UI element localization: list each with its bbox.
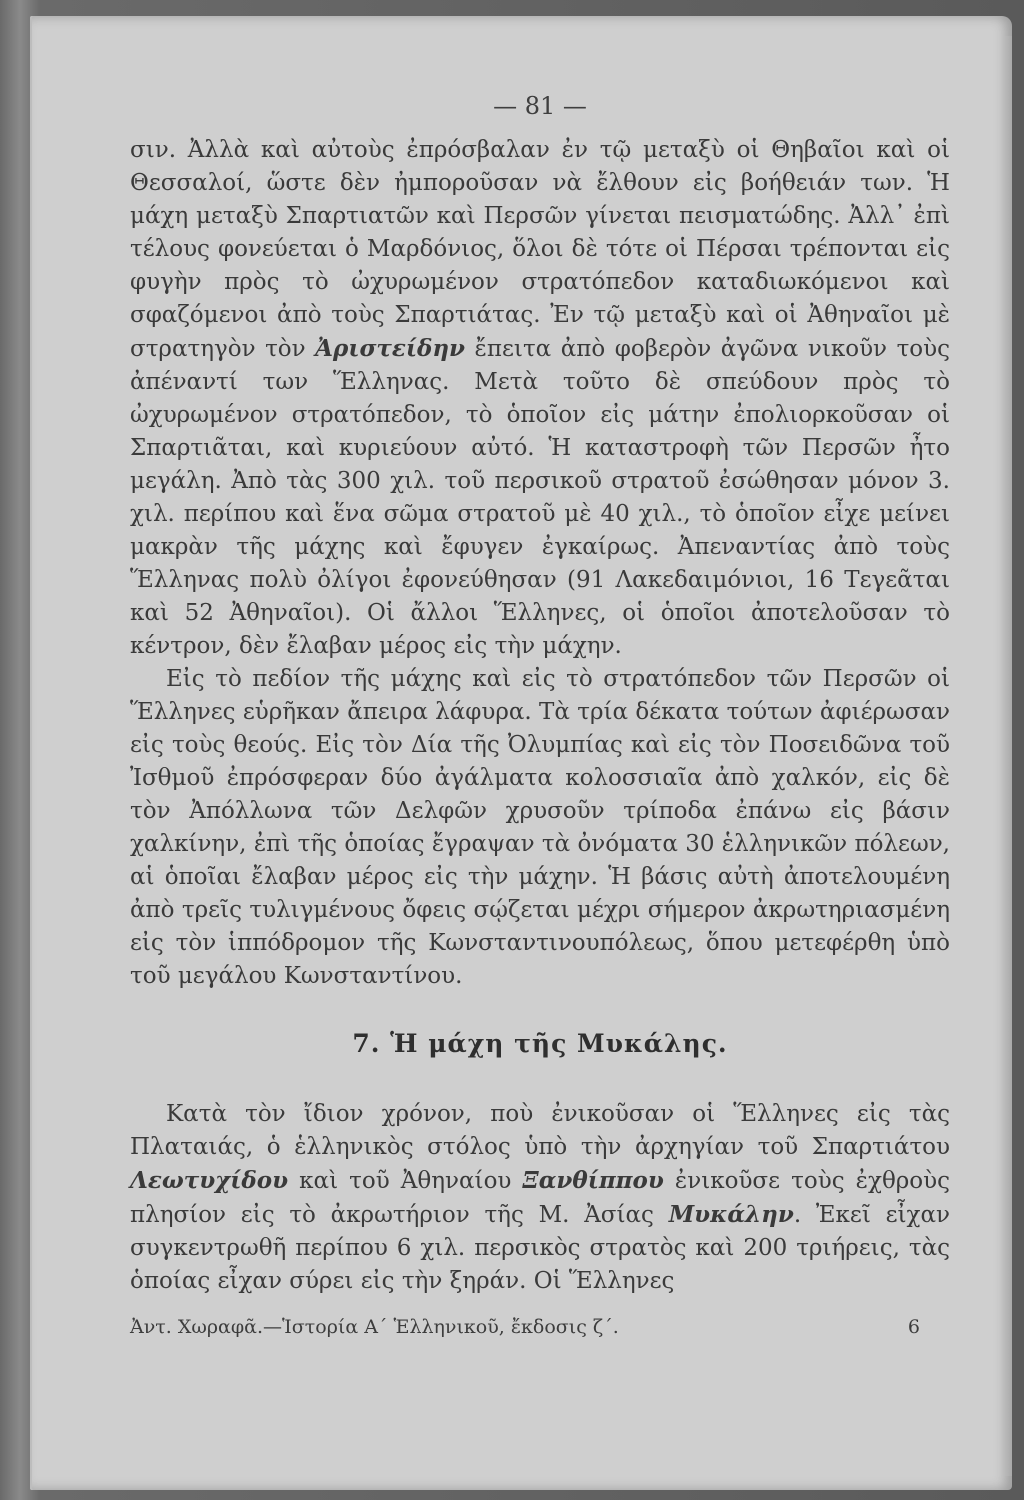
paragraph-3-text-b: καὶ τοῦ Ἀθηναίου [299,1168,512,1194]
name-leotychides: Λεωτυχίδου [130,1167,289,1194]
book-page [30,16,1012,1490]
paragraph-1-text: σιν. Ἀλλὰ καὶ αὐτοὺς ἐπρόσβαλαν ἐν τῷ μεταξὺ οἱ Θηβαῖοι καὶ οἱ Θεσσαλοί, ὥστε δὲν ἠμποροῦσαν νὰ ἔλθουν εἰς βοήθειάν των. Ἡ μάχη μεταξὺ Σπαρτιατῶν καὶ Περσῶν γίνεται πεισματώδης. Ἀλλ᾽ ἐπὶ τέλους φονεύεται ὁ Μαρδόνιος, ὅλοι δὲ τότε οἱ Πέρσαι τρέπονται εἰς φυγὴν πρὸς τὸ ὠχυρωμένον στρατόπεδον καταδιωκόμενοι καὶ σφαζόμενοι ἀπὸ τοὺς Σπαρτιάτας. Ἐν τῷ μεταξὺ καὶ οἱ Ἀθηναῖοι μὲ στρατηγὸν τὸν [130,137,950,362]
page-footer [130,1316,950,1338]
name-mykale: Μυκάλην [668,1201,794,1228]
paragraph-3-text-a: Κατὰ τὸν ἴδιον χρόνον, ποὺ ἐνικοῦσαν οἱ Ἕλληνες εἰς τὰς Πλαταιάς, ὁ ἑλληνικὸς στόλος ὑπὸ τὴν ἀρχηγίαν τοῦ Σπαρτιάτου [130,1101,950,1160]
paragraph-3-text-c: ἐνικοῦσε τοὺς ἐχθροὺς πλησίον εἰς τὸ ἀκρωτήριον τῆς Μ. Ἀσίας [130,1168,951,1228]
name-aristeides: Ἀριστείδην [315,335,466,362]
page-edge [1004,36,1012,1476]
name-xanthippos: Ξανθίππου [522,1167,664,1194]
paragraph-1-text-rest: ἔπειτα ἀπὸ φοβερὸν ἀγῶνα νικοῦν τοὺς ἀπέναντί των Ἕλληνας. Μετὰ τοῦτο δὲ σπεύδουν πρὸς τὸ ὠχυρωμένον στρατόπεδον, τὸ ὁποῖον εἰς μάτην ἐπολιορκοῦσαν οἱ Σπαρτιᾶται, καὶ κυριεύουν αὐτό. Ἡ καταστροφὴ τῶν Περσῶν ἦτο μεγάλη. Ἀπὸ τὰς 300 χιλ. τοῦ περσικοῦ στρατοῦ ἐσώθησαν μόνον 3. χιλ. περίπου καὶ ἕνα σῶμα στρατοῦ μὲ 40 χιλ., τὸ ὁποῖον εἶχε μείνει μακρὰν τῆς μάχης καὶ ἔφυγεν ἐγκαίρως. Ἀπεναντίας ἀπὸ τοὺς Ἕλληνας πολὺ ὀλίγοι ἐφονεύθησαν (91 Λακεδαιμόνιοι, 16 Τεγεᾶται καὶ 52 Ἀθηναῖοι). Οἱ ἄλλοι Ἕλληνες, οἱ ὁποῖοι ἀποτελοῦσαν τὸ κέντρον, δὲν ἔλαβαν μέρος εἰς τὴν μάχην. [130,336,951,659]
section-title: 7. Ἡ μάχη τῆς Μυκάλης. [352,1029,728,1058]
paragraph-3 [130,1098,950,1298]
paragraph-3-text-d: . Ἐκεῖ εἶχαν συγκεντρωθῆ περίπου 6 χιλ. περσικὸς στρατὸς καὶ 200 τριήρεις, τὰς ὁποίας εἶχαν σύρει εἰς τὴν ξηράν. Οἱ Ἕλληνες [130,1202,950,1294]
page-number: — 81 — [493,92,587,120]
paragraph-2: Εἰς τὸ πεδίον τῆς μάχης καὶ εἰς τὸ στρατόπεδον τῶν Περσῶν οἱ Ἕλληνες εὑρῆκαν ἄπειρα λάφυρα. Τὰ τρία δέκατα τούτων ἀφιέρωσαν εἰς τοὺς θεούς. Εἰς τὸν Δία τῆς Ὀλυμπίας καὶ εἰς τὸν Ποσειδῶνα τοῦ Ἰσθμοῦ ἐπρόσφεραν δύο ἀγάλματα κολοσσιαῖα ἀπὸ χαλκόν, εἰς δὲ τὸν Ἀπόλλωνα τῶν Δελφῶν χρυσοῦν τρίποδα ἐπάνω εἰς βάσιν χαλκίνην, ἐπὶ τῆς ὁποίας ἔγραψαν τὰ ὀνόματα 30 ἑλληνικῶν πόλεων, αἱ ὁποῖαι ἔλαβαν μέρος εἰς τὴν μάχην. Ἡ βάσις αὐτὴ ἀποτελουμένη ἀπὸ τρεῖς τυλιγμένους ὄφεις σῴζεται μέχρι σήμερον ἀκρωτηριασμένη εἰς τὸν ἱππόδρομον τῆς Κωνσταντινουπόλεως, ὅπου μετεφέρθη ὑπὸ τοῦ μεγάλου Κωνσταντίνου. [130,666,950,989]
footer-note: Ἀντ. Χωραφᾶ.—Ἱστορία Α´ Ἑλληνικοῦ, ἔκδοσις ζ´. [130,1316,619,1338]
page-content [130,92,950,1338]
paragraph-1 [130,134,950,663]
signature-mark: 6 [907,1316,920,1338]
